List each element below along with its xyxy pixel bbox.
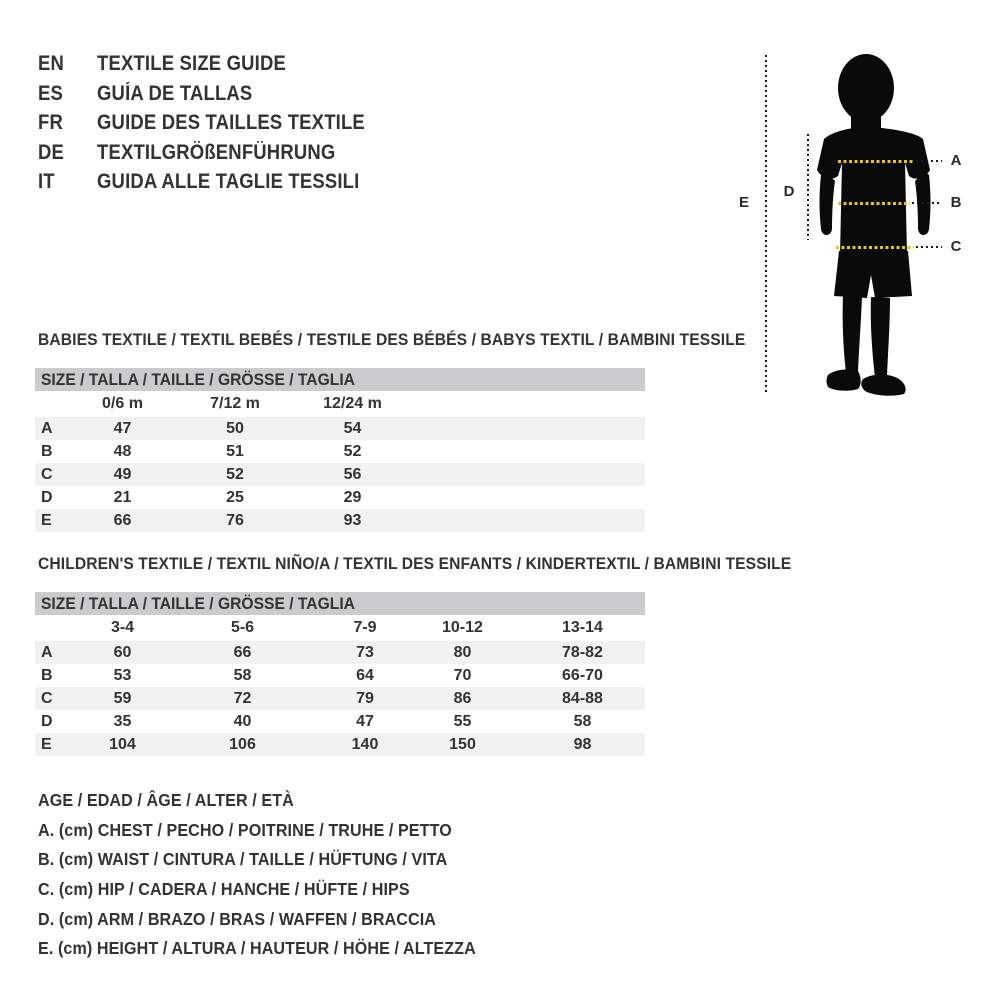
chest-leader-line	[916, 160, 942, 162]
row-label: D	[41, 713, 53, 730]
value-cell: 80	[453, 644, 472, 661]
children-size-table	[35, 592, 645, 756]
column-header: 5-6	[230, 619, 255, 636]
filler-cell	[395, 509, 645, 532]
value-cell: 47	[356, 713, 374, 730]
filler-cell	[395, 486, 645, 509]
value-cell: 84-88	[562, 690, 603, 707]
value-cell: 29	[343, 489, 362, 506]
legend-waist: B. (cm) WAIST / CINTURA / TAILLE / HÜFTUNG / VITA	[38, 849, 448, 870]
size-header-bar: SIZE / TALLA / TAILLE / GRÖSSE / TAGLIA	[35, 592, 645, 615]
children-section-title: CHILDREN'S TEXTILE / TEXTIL NIÑO/A / TEXTIL DES ENFANTS / KINDERTEXTIL / BAMBINI TESSILE	[38, 554, 792, 573]
value-cell: 53	[113, 667, 132, 684]
language-code: ES	[38, 81, 64, 105]
language-row	[38, 108, 401, 138]
value-cell: 52	[343, 443, 362, 460]
table-header-row	[35, 391, 645, 417]
row-label: C	[41, 466, 53, 483]
row-label: B	[41, 667, 53, 684]
table-row	[35, 710, 645, 733]
value-cell: 58	[573, 713, 592, 730]
table-row	[35, 641, 645, 664]
babies-section-title: BABIES TEXTILE / TEXTIL BEBÉS / TESTILE DES BÉBÉS / BABYS TEXTIL / BAMBINI TESSILE	[38, 330, 746, 349]
language-title-list	[38, 49, 401, 197]
value-cell: 66	[113, 512, 132, 529]
language-row	[38, 138, 401, 168]
table-row	[35, 687, 645, 710]
value-cell: 25	[226, 489, 244, 506]
value-cell: 73	[356, 644, 374, 661]
babies-size-table	[35, 368, 645, 532]
value-cell: 52	[226, 466, 244, 483]
value-cell: 72	[233, 690, 252, 707]
table-row	[35, 664, 645, 687]
row-label: A	[41, 644, 53, 661]
value-cell: 98	[573, 736, 592, 753]
guide-title-de: TEXTILGRÖßENFÜHRUNG	[97, 140, 336, 164]
filler-cell	[395, 417, 645, 440]
legend-chest: A. (cm) CHEST / PECHO / POITRINE / TRUHE / PETTO	[38, 819, 452, 840]
table-row	[35, 509, 645, 532]
table-row	[35, 463, 645, 486]
value-cell: 60	[113, 644, 132, 661]
row-label: B	[41, 443, 53, 460]
column-header: 3-4	[110, 619, 135, 636]
row-label: C	[41, 690, 53, 707]
value-cell: 35	[113, 713, 132, 730]
language-code: DE	[38, 140, 65, 164]
value-cell: 70	[453, 667, 472, 684]
language-row	[38, 167, 401, 197]
legend-hip: C. (cm) HIP / CADERA / HANCHE / HÜFTE / HIPS	[38, 879, 410, 900]
value-cell: 79	[356, 690, 374, 707]
value-cell: 48	[113, 443, 132, 460]
column-header: 7/12 m	[210, 395, 260, 412]
row-label: A	[41, 420, 53, 437]
column-header: 7-9	[353, 619, 377, 636]
waist-leader-line	[912, 202, 942, 204]
value-cell: 66-70	[562, 667, 603, 684]
chest-measure-line	[838, 160, 914, 163]
child-silhouette-icon	[815, 53, 935, 397]
corner-cell	[35, 391, 85, 417]
row-label: D	[41, 489, 53, 506]
table-row	[35, 417, 645, 440]
column-header: 13-14	[562, 619, 603, 636]
filler-cell	[395, 463, 645, 486]
marker-label-a: A	[950, 152, 962, 169]
language-row	[38, 49, 401, 79]
row-label: E	[41, 512, 52, 529]
value-cell: 64	[356, 667, 374, 684]
language-code: FR	[38, 111, 63, 134]
size-header-bar: SIZE / TALLA / TAILLE / GRÖSSE / TAGLIA	[35, 368, 645, 391]
arm-measure-line	[807, 134, 809, 240]
marker-label-c: C	[950, 238, 962, 255]
legend-height: E. (cm) HEIGHT / ALTURA / HAUTEUR / HÖHE / ALTEZZA	[38, 938, 476, 959]
value-cell: 93	[343, 512, 362, 529]
value-cell: 76	[226, 512, 244, 529]
value-cell: 58	[233, 667, 252, 684]
value-cell: 51	[226, 443, 244, 460]
legend-arm: D. (cm) ARM / BRAZO / BRAS / WAFFEN / BRACCIA	[38, 908, 436, 929]
value-cell: 54	[343, 420, 362, 437]
guide-title-en: TEXTILE SIZE GUIDE	[97, 52, 287, 75]
guide-title-es: GUÍA DE TALLAS	[97, 81, 253, 105]
value-cell: 49	[113, 466, 132, 483]
guide-title-it: GUIDA ALLE TAGLIE TESSILI	[97, 170, 360, 193]
column-header: 10-12	[442, 619, 483, 636]
waist-measure-line	[838, 202, 910, 205]
value-cell: 78-82	[562, 644, 603, 661]
legend-age: AGE / EDAD / ÂGE / ALTER / ETÀ	[38, 790, 294, 810]
value-cell: 56	[343, 466, 362, 483]
language-code: EN	[38, 52, 65, 75]
marker-label-e: E	[738, 194, 749, 211]
value-cell: 66	[233, 644, 252, 661]
guide-title-fr: GUIDE DES TAILLES TEXTILE	[97, 111, 365, 134]
column-header: 12/24 m	[323, 395, 382, 412]
table-row	[35, 733, 645, 756]
value-cell: 140	[351, 736, 379, 753]
value-cell: 104	[109, 736, 136, 753]
language-code: IT	[38, 170, 55, 193]
value-cell: 40	[233, 713, 252, 730]
table-header-row	[35, 615, 645, 641]
row-label: E	[41, 736, 52, 753]
table-row	[35, 486, 645, 509]
value-cell: 50	[226, 420, 244, 437]
corner-cell	[35, 615, 85, 641]
value-cell: 21	[113, 489, 132, 506]
value-cell: 59	[113, 690, 132, 707]
hip-measure-line	[836, 246, 914, 249]
filler-cell	[395, 440, 645, 463]
marker-label-b: B	[950, 194, 962, 211]
filler-cell	[395, 391, 645, 417]
value-cell: 150	[449, 736, 476, 753]
language-row	[38, 79, 401, 109]
value-cell: 55	[453, 713, 472, 730]
table-row	[35, 440, 645, 463]
value-cell: 106	[229, 736, 256, 753]
marker-label-d: D	[783, 183, 795, 200]
value-cell: 86	[453, 690, 472, 707]
hip-leader-line	[916, 246, 942, 248]
measurement-legend	[38, 786, 514, 964]
value-cell: 47	[113, 420, 132, 437]
column-header: 0/6 m	[102, 395, 143, 412]
